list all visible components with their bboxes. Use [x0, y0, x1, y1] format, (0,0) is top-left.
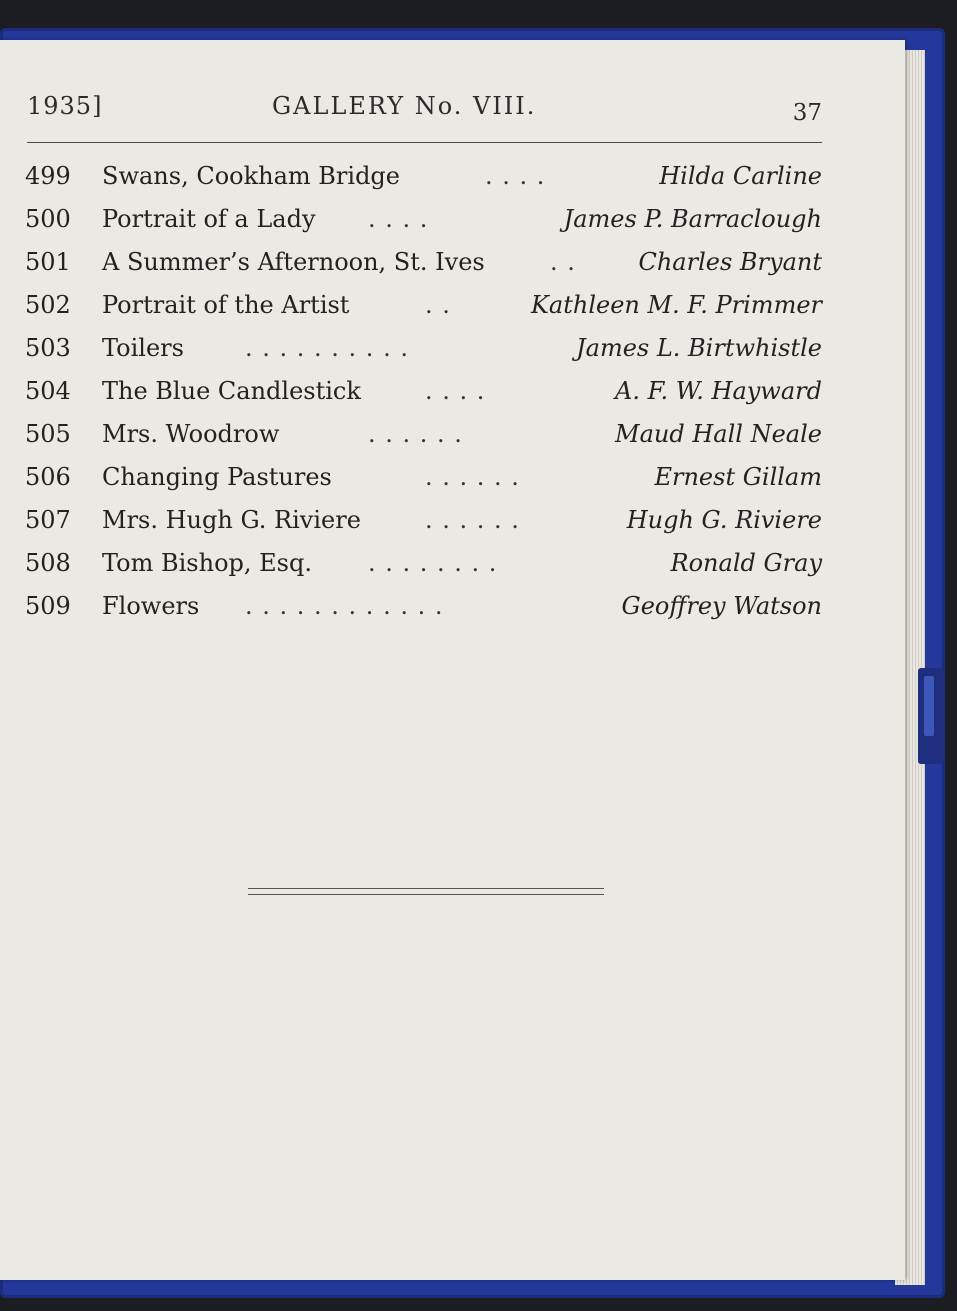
dot-leader: . . . . . . . . . . . . — [245, 592, 444, 620]
entry-number: 499 — [25, 162, 71, 190]
list-item — [0, 506, 905, 546]
entry-title: Toilers — [102, 334, 184, 362]
list-item — [0, 549, 905, 589]
list-item — [0, 592, 905, 632]
entry-title: Portrait of the Artist — [102, 291, 350, 319]
entry-title: Tom Bishop, Esq. — [102, 549, 312, 577]
dot-leader: . . . . . . — [368, 420, 463, 448]
header-rule — [27, 142, 822, 143]
entry-artist: Charles Bryant — [638, 248, 822, 276]
entry-artist: James L. Birtwhistle — [576, 334, 822, 362]
dot-leader: . . . . . . — [425, 506, 520, 534]
page-header — [27, 92, 822, 128]
entry-number: 502 — [25, 291, 71, 319]
entry-title: A Summer’s Afternoon, St. Ives — [102, 248, 485, 276]
list-item — [0, 420, 905, 460]
bookmark-ribbon — [918, 668, 944, 764]
entry-artist: Hilda Carline — [659, 162, 822, 190]
ornament-rule-bottom — [248, 894, 604, 895]
entry-title: Flowers — [102, 592, 200, 620]
entry-title: Mrs. Hugh G. Riviere — [102, 506, 361, 534]
entry-number: 508 — [25, 549, 71, 577]
year-label: 1935] — [27, 92, 103, 120]
dot-leader: . . . . . . . . . . — [245, 334, 409, 362]
entry-number: 501 — [25, 248, 71, 276]
entry-artist: Geoffrey Watson — [621, 592, 822, 620]
page-number: 37 — [792, 100, 822, 126]
entry-title: Portrait of a Lady — [102, 205, 316, 233]
entry-number: 503 — [25, 334, 71, 362]
entry-number: 507 — [25, 506, 71, 534]
dot-leader: . . . . — [485, 162, 546, 190]
entry-title: Changing Pastures — [102, 463, 332, 491]
list-item — [0, 377, 905, 417]
gallery-title: GALLERY No. VIII. — [272, 92, 537, 120]
entry-number: 506 — [25, 463, 71, 491]
dot-leader: . . — [550, 248, 576, 276]
entry-artist: Ernest Gillam — [654, 463, 822, 491]
entry-artist: Kathleen M. F. Primmer — [531, 291, 822, 319]
entry-title: Swans, Cookham Bridge — [102, 162, 400, 190]
dot-leader: . . . . — [425, 377, 486, 405]
entry-artist: A. F. W. Hayward — [615, 377, 822, 405]
entry-number: 500 — [25, 205, 71, 233]
list-item — [0, 334, 905, 374]
entry-number: 505 — [25, 420, 71, 448]
entry-title: The Blue Candlestick — [102, 377, 361, 405]
entry-artist: Maud Hall Neale — [615, 420, 822, 448]
entry-artist: Ronald Gray — [670, 549, 822, 577]
dot-leader: . . . . . . . . — [368, 549, 498, 577]
list-item — [0, 463, 905, 503]
list-item — [0, 291, 905, 331]
entry-artist: Hugh G. Riviere — [626, 506, 822, 534]
entry-artist: James P. Barraclough — [563, 205, 822, 233]
dot-leader: . . . . . . — [425, 463, 520, 491]
list-item — [0, 162, 905, 202]
list-item — [0, 205, 905, 245]
list-item — [0, 248, 905, 288]
dot-leader: . . — [425, 291, 451, 319]
entry-title: Mrs. Woodrow — [102, 420, 280, 448]
entry-number: 504 — [25, 377, 71, 405]
entry-number: 509 — [25, 592, 71, 620]
dot-leader: . . . . — [368, 205, 429, 233]
ornament-rule-top — [248, 888, 604, 889]
